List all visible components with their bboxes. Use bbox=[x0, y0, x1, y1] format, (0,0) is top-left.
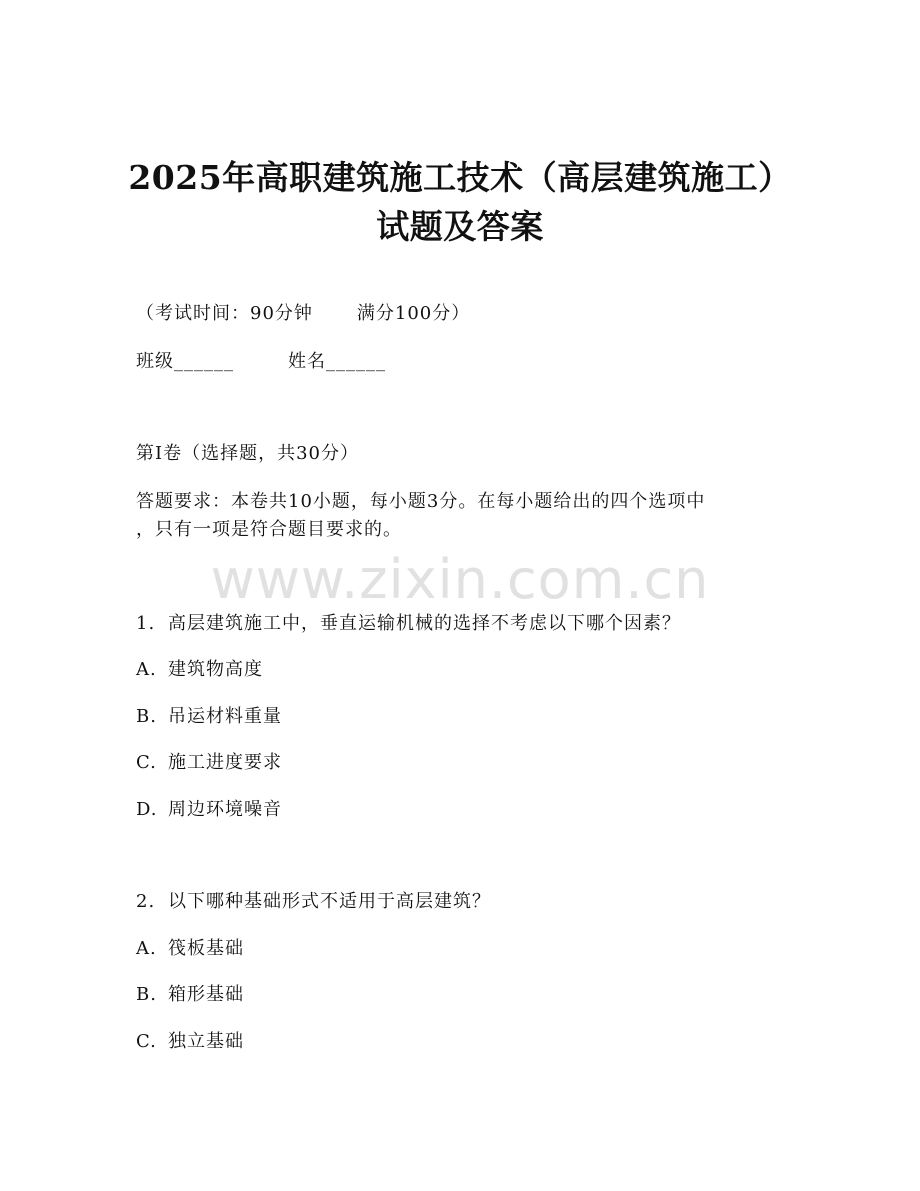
option-letter: A. bbox=[136, 938, 157, 959]
option-1c bbox=[136, 751, 282, 775]
option-letter: C. bbox=[136, 752, 157, 773]
question-text: 以下哪种基础形式不适用于高层建筑？ bbox=[168, 891, 491, 912]
question-number: 1. bbox=[136, 613, 156, 634]
option-letter: A. bbox=[136, 659, 157, 680]
option-1a bbox=[136, 658, 263, 682]
option-letter: D. bbox=[136, 799, 158, 820]
option-text: 独立基础 bbox=[168, 1031, 244, 1052]
option-2b bbox=[136, 983, 244, 1007]
option-text: 筏板基础 bbox=[168, 938, 244, 959]
exam-score: 满分100分） bbox=[356, 303, 471, 324]
option-text: 建筑物高度 bbox=[168, 659, 263, 680]
option-text: 箱形基础 bbox=[168, 984, 244, 1005]
exam-time: （考试时间：90分钟 bbox=[136, 303, 313, 324]
question-number: 2. bbox=[136, 891, 156, 912]
watermark: www.zixin.com.cn bbox=[210, 548, 710, 611]
option-2a bbox=[136, 937, 244, 961]
option-1d bbox=[136, 798, 282, 822]
option-text: 施工进度要求 bbox=[168, 752, 282, 773]
option-letter: C. bbox=[136, 1031, 157, 1052]
document-title-line-2: 试题及答案 bbox=[376, 207, 544, 246]
exam-info bbox=[136, 302, 470, 326]
document-title-line-1: 2025年高职建筑施工技术（高层建筑施工） bbox=[128, 158, 792, 197]
student-fields bbox=[136, 350, 386, 374]
section-instructions-line-1: 答题要求：本卷共10小题，每小题3分。在每小题给出的四个选项中 bbox=[136, 491, 706, 512]
option-letter: B. bbox=[136, 706, 157, 727]
option-text: 周边环境噪音 bbox=[168, 799, 282, 820]
question-text: 高层建筑施工中，垂直运输机械的选择不考虑以下哪个因素？ bbox=[168, 613, 681, 634]
option-2c bbox=[136, 1030, 244, 1054]
question-1 bbox=[136, 612, 681, 636]
option-text: 吊运材料重量 bbox=[168, 706, 282, 727]
option-letter: B. bbox=[136, 984, 157, 1005]
option-1b bbox=[136, 705, 282, 729]
section-heading: 第I卷（选择题，共30分） bbox=[136, 443, 360, 464]
name-field-label: 姓名______ bbox=[288, 351, 386, 372]
section-instructions-line-2: ，只有一项是符合题目要求的。 bbox=[136, 519, 402, 540]
class-field-label: 班级______ bbox=[136, 351, 234, 372]
question-2 bbox=[136, 890, 491, 914]
